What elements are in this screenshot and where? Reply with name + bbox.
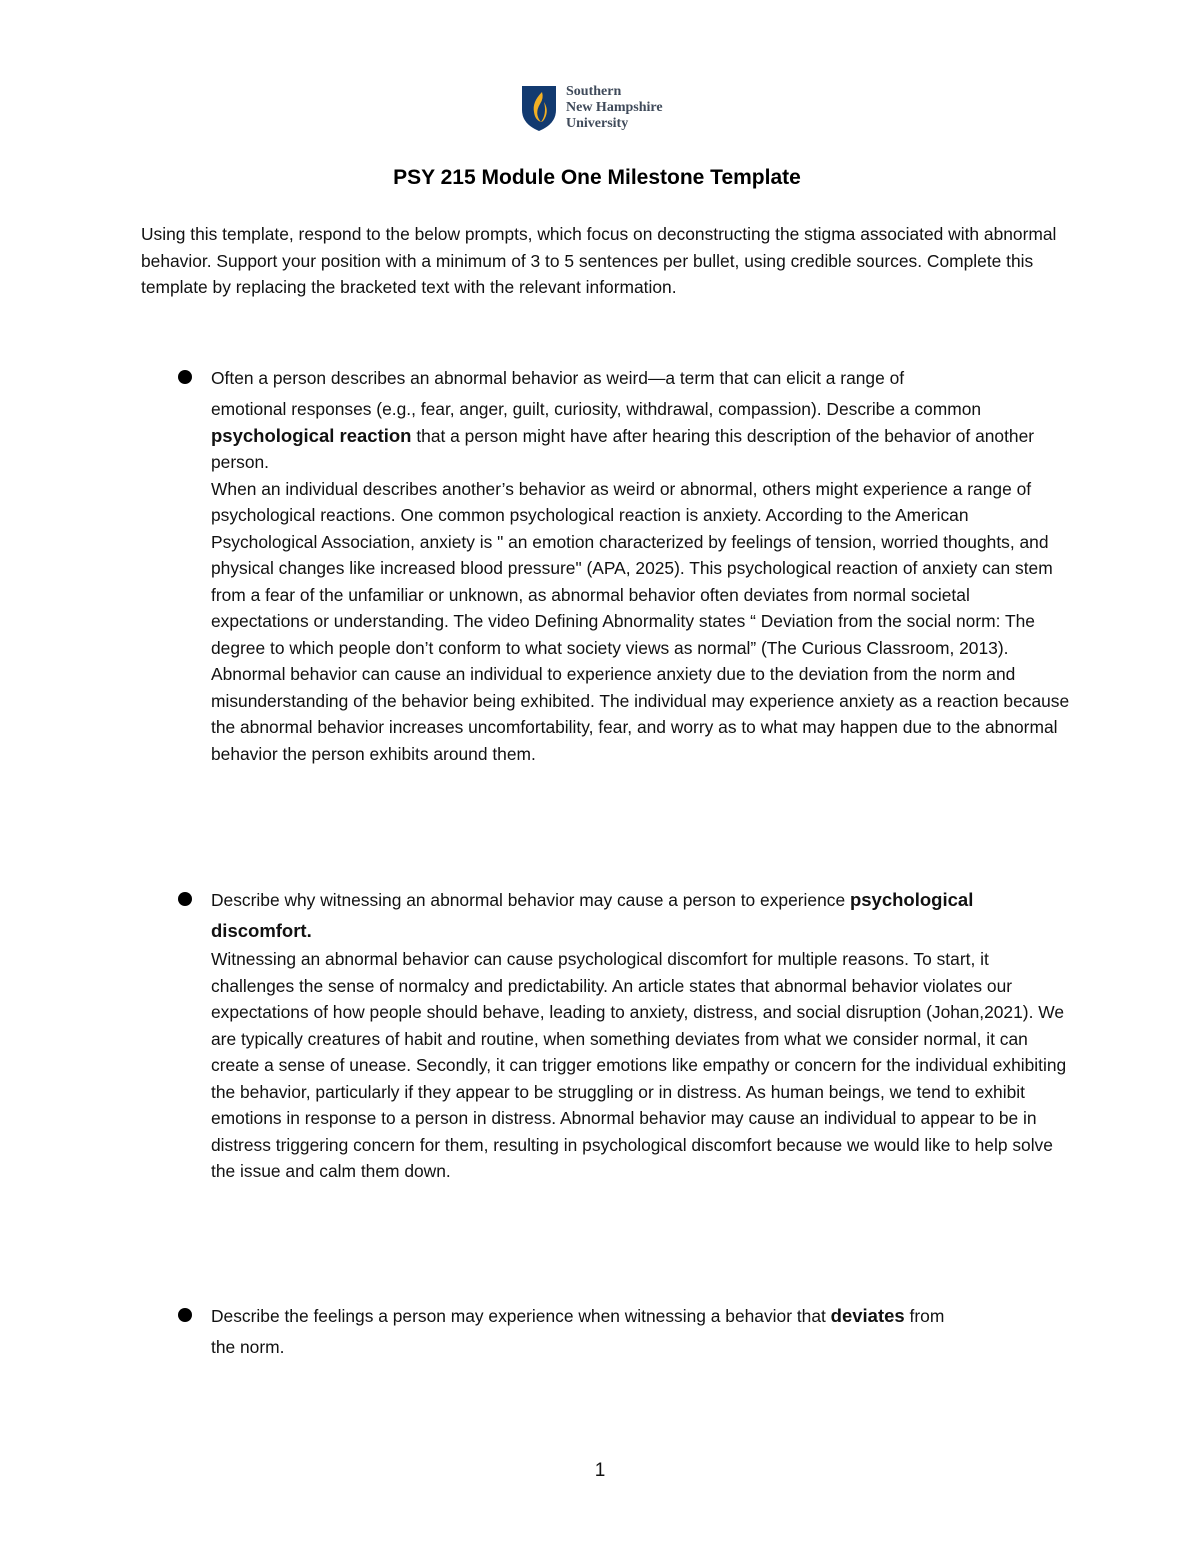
prompt-3-second-line: the norm.: [211, 1337, 285, 1357]
logo-wordmark: [566, 84, 663, 132]
prompt-1-emphasis: psychological reaction: [211, 424, 412, 446]
answer-2: Witnessing an abnormal behavior can cause psychological discomfort for multiple reasons. To start, it challenges the sense of normalcy and predictability. An article states that abnormal behavior violates our expectations of how people should behave, leading to anxiety, distress, and social disruption (Johan,2021). We are typically creatures of habit and routine, when something deviates from what we consider normal, it can create a sense of unease. Secondly, it can trigger emotions like empathy or concern for the individual exhibiting the behavior, particularly if they appear to be struggling or in distress. As human beings, we tend to exhibit emotions in response to a person in distress. Abnormal behavior may cause an individual to appear to be in distress triggering concern for them, resulting in psychological discomfort because we would like to help solve the issue and calm them down.: [211, 949, 1067, 1181]
shield-flame-icon: [520, 84, 558, 132]
prompt-section-3: [141, 1300, 1071, 1361]
prompt-2-first-emphasis: psychological: [849, 889, 974, 910]
logo-line-2: New Hampshire: [566, 100, 663, 115]
prompt-2: [141, 884, 1071, 946]
prompt-1-body: [211, 396, 1071, 476]
prompt-1-text-after: that a person might have after hearing this description of the behavior of another person.: [211, 425, 1035, 472]
logo-line-1: Southern: [566, 84, 622, 99]
page-number: 1: [594, 1460, 606, 1481]
logo-line-3: University: [566, 116, 629, 131]
prompt-1-first-line: Often a person describes an abnormal behavior as weird—a term that can elicit a range of: [211, 368, 905, 388]
prompt-3-text-after: from: [904, 1306, 945, 1326]
prompt-2-emphasis: discomfort.: [211, 920, 312, 941]
prompt-3-emphasis: deviates: [830, 1305, 905, 1326]
university-logo: [520, 84, 663, 132]
prompt-1: [141, 362, 1071, 476]
bullet-icon: [178, 892, 192, 906]
prompt-3-text: Describe the feelings a person may experience when witnessing a behavior that: [211, 1306, 831, 1326]
page-title: PSY 215 Module One Milestone Template: [393, 166, 801, 189]
prompt-3-first-line: [211, 1300, 1071, 1332]
prompt-section-1: [141, 362, 1071, 767]
prompt-section-2: [141, 884, 1071, 1185]
bullet-icon: [178, 370, 192, 384]
prompt-2-first-line: [211, 884, 1071, 916]
answer-1: When an individual describes another’s behavior as weird or abnormal, others might experience a range of psychological reactions. One common psychological reaction is anxiety. According to the American Psychological Association, anxiety is " an emotion characterized by feelings of tension, worried thoughts, and physical changes like increased blood pressure" (APA, 2025). This psychological reaction of anxiety can stem from a fear of the unfamiliar or unknown, as abnormal behavior often deviates from normal societal expectations or understanding. The video Defining Abnormality states “ Deviation from the social norm: The degree to which people don’t conform to what society views as normal” (The Curious Classroom, 2013). Abnormal behavior can cause an individual to experience anxiety due to the deviation from the norm and misunderstanding of the behavior being exhibited. The individual may experience anxiety as a reaction because the abnormal behavior increases uncomfortability, fear, and worry as to what may happen due to the abnormal behavior the person exhibits around them.: [211, 478, 1070, 764]
prompt-1-text-before: emotional responses (e.g., fear, anger, guilt, curiosity, withdrawal, compassion). Describe a common: [211, 399, 982, 419]
intro-paragraph: Using this template, respond to the below prompts, which focus on deconstructing the stigma associated with abnormal behavior. Support your position with a minimum of 3 to 5 sentences per bullet, using credible sources. Complete this template by replacing the bracketed text with the relevant information.: [141, 224, 1057, 297]
bullet-icon: [178, 1308, 192, 1322]
prompt-3: [141, 1300, 1071, 1361]
prompt-2-text: Describe why witnessing an abnormal behavior may cause a person to experience: [211, 890, 850, 910]
